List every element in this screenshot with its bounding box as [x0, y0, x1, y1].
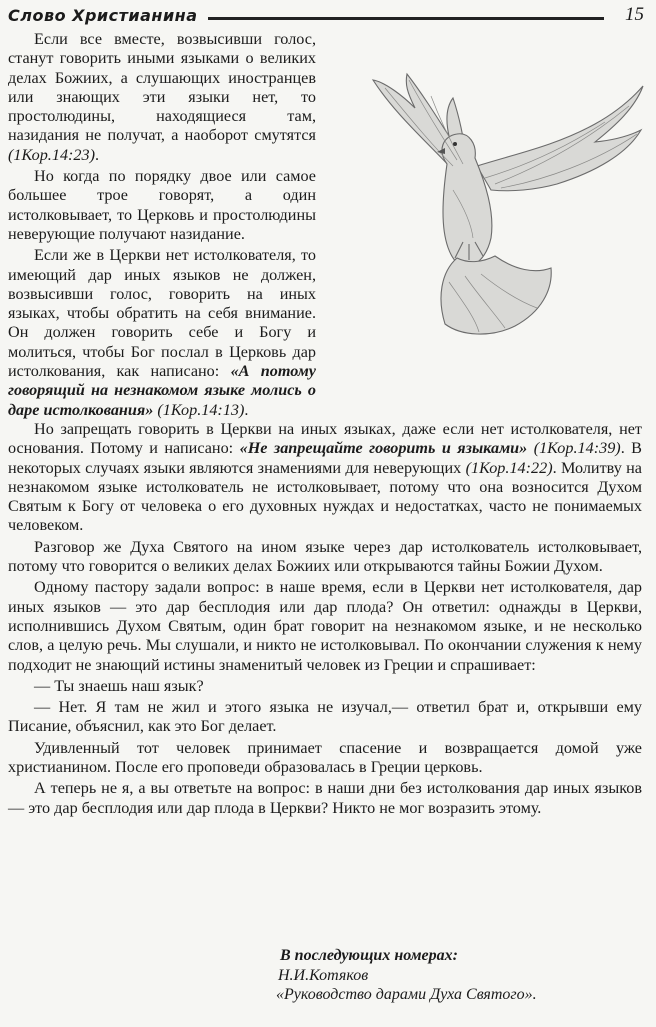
dialogue-line: — Нет. Я там не жил и этого языка не изучал,— ответил брат и, открывши ему Писание, объяснил, как это Бог делает. [8, 698, 642, 736]
paragraph: Если все вместе, возвысивши голос, станут говорить иными языками о великих делах Божиих, а слушающих иностранцев или знающих эти языки нет, то простолюдины, находящиеся там, назидания не получат, а наоборот смутятся (1Кор.14:23). [8, 30, 316, 164]
paragraph: Одному пастору задали вопрос: в наше время, если в Церкви нет истолкователя, дар иных языков — это дар бесплодия или дар плода? Он ответил: однажды в Церкви, исполнившись Духом Святым, один брат говорит на незнакомом языке, и не несколько слов, а целую речь. Мы слушали, и никто не истолковывал. По окончании служения к нему подходит не знающий истины знаменитый человек из Греции и спрашивает: [8, 578, 642, 674]
paragraph: Если же в Церкви нет истолкователя, то имеющий дар иных языков не должен, возвысивши голос, говорить на иных языках, чтобы обратить на себя внимание. Он должен говорить себе и Богу и молиться, чтобы Бог послал в Церковь дар истолкования, как написано: «А потому говорящий на незнакомом языке молись о даре истолкования» (1Кор.14:13). [8, 246, 316, 419]
bible-reference: (1Кор.14:13) [153, 400, 245, 419]
page-number: 15 [621, 4, 644, 26]
scripture-quote: «А потому говорящий на незнакомом языке молись о даре истолкования» [8, 362, 316, 419]
paragraph: Удивленный тот человек принимает спасение и возвращается домой уже христианином. После его проповеди образовалась в Греции церковь. [8, 738, 642, 776]
paragraph: Но запрещать говорить в Церкви на иных языках, даже если нет истолкователя, нет основания. Потому и написано: «Не запрещайте говорить и языками» (1Кор.14:39). В некоторых случаях языки являются знамениями для неверующих (1Кор.14:22). Молитву на незнакомом языке истолкователь не истолковывает, потому что она возносится Духом Святым к Богу от человека о его духовных нуждах и недостатках, часто не понимаемых человеком. [8, 419, 642, 535]
bible-reference: (1Кор.14:22) [465, 458, 553, 477]
article-body [8, 30, 642, 820]
header-rule [208, 17, 604, 20]
next-issue-title: «Руководство дарами Духа Святого». [276, 986, 537, 1003]
bible-reference: (1Кор.14:23) [8, 145, 96, 164]
next-issues-heading: В последующих номерах: [280, 947, 458, 964]
paragraph: Разговор же Духа Святого на ином языке через дар истолкователь истолковывает, потому что говорится о великих делах Божиих или открываются тайны Божии Духом. [8, 537, 642, 576]
next-issues-note [276, 946, 646, 1005]
dialogue-line: — Ты знаешь наш язык? [34, 676, 204, 695]
paragraph: А теперь не я, а вы ответьте на вопрос: в наши дни без истолкования дар иных языков — это дар бесплодия или дар плода в Церкви? Никто не мог возразить этому. [8, 779, 642, 817]
magazine-title: Слово Христианина [8, 6, 202, 25]
paragraph: Но когда по порядку двое или самое большее трое говорят, а один истолковывает, то Церковь и простолюдины неверующие получают назидание. [8, 167, 316, 243]
bible-reference: (1Кор.14:39) [527, 439, 621, 458]
running-header [8, 6, 644, 28]
next-issue-author: Н.И.Котяков [278, 966, 369, 984]
scripture-quote: «Не запрещайте говорить и языками» [239, 439, 528, 458]
